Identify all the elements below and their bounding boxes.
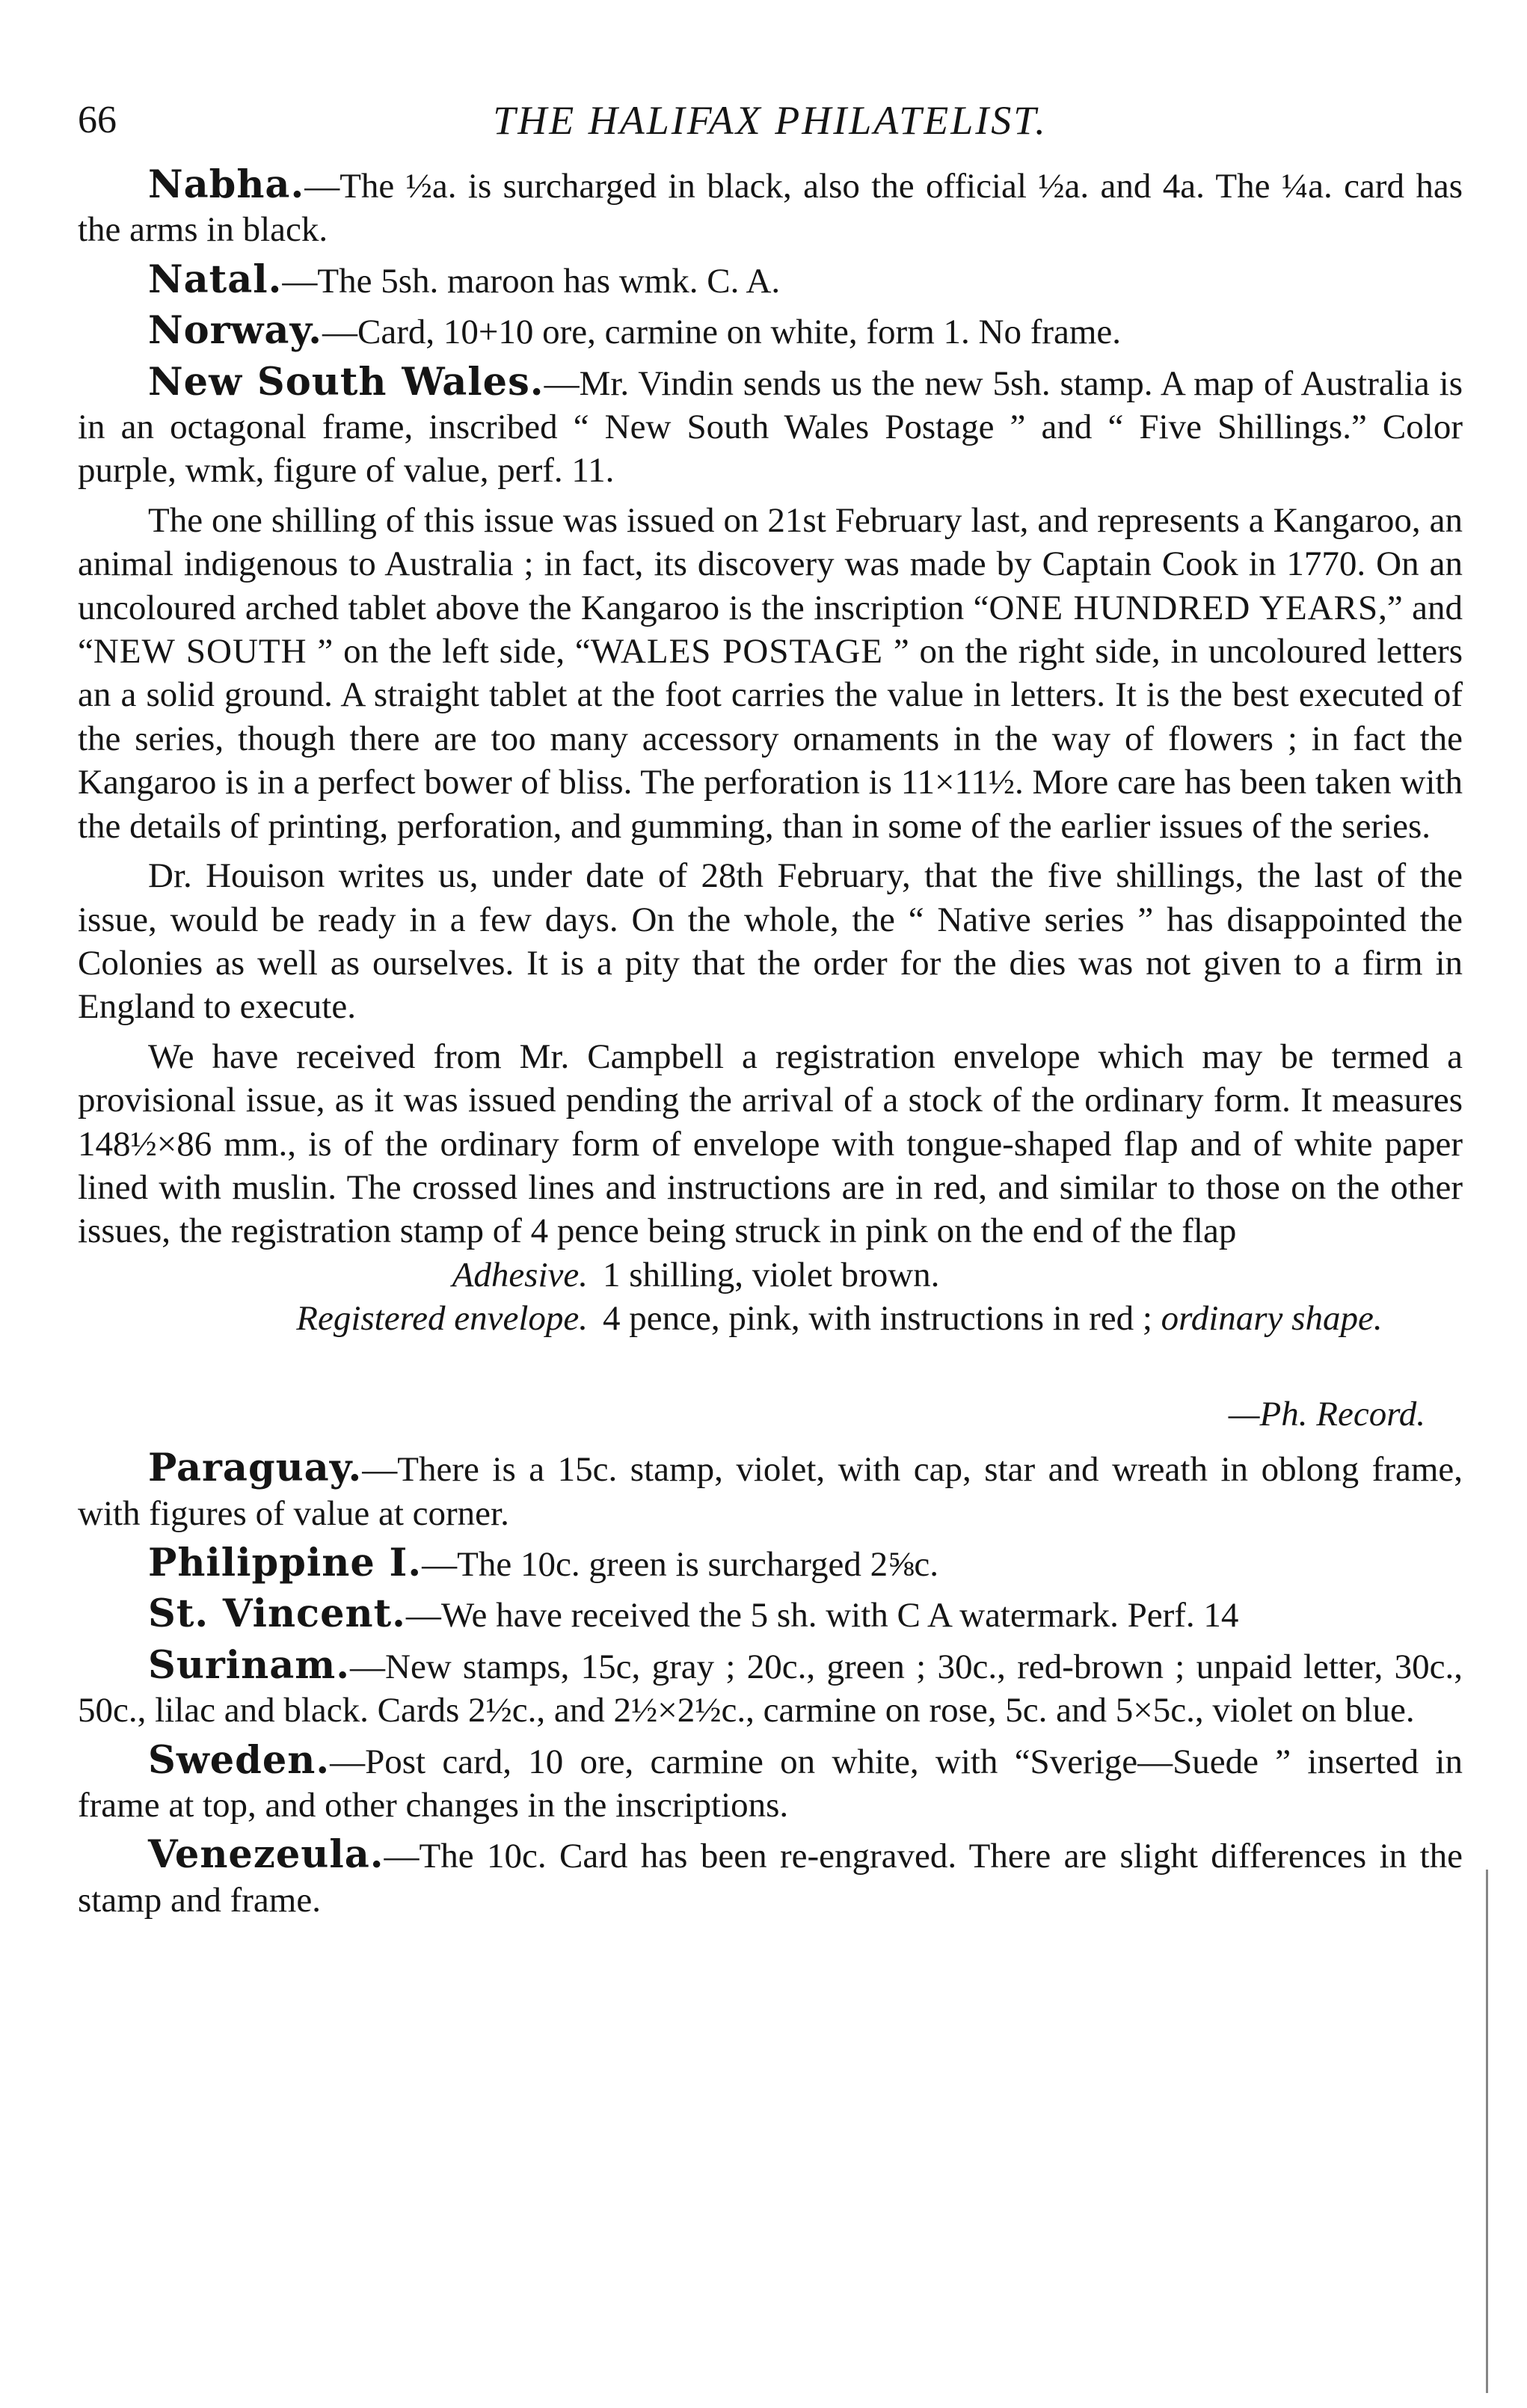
entry-surinam	[78, 1644, 1463, 1733]
nsw-paragraph-envelope: We have received from Mr. Campbell a registration envelope which may be termed a provisional issue, as it was issued pending the arrival of a stock of the ordinary form. It measures 148½×86 mm., is of the ordinary form of envelope with tongue-shaped flap and of white paper lined with muslin. The crossed lines and instructions are in red, and similar to those on the other issues, the registration stamp of 4 pence being struck in pink on the end of the flap	[78, 1036, 1463, 1251]
page-header	[78, 88, 1463, 163]
entry-paraguay	[78, 1446, 1463, 1535]
description-adhesive	[78, 1253, 1463, 1297]
description-envelope	[78, 1297, 1463, 1383]
entry-text: —We have received the 5 sh. with C A watermark. Perf. 14	[405, 1596, 1239, 1635]
entry-heading: Surinam.	[148, 1642, 350, 1688]
entry-st-vincent	[78, 1592, 1463, 1637]
entry-heading: Paraguay.	[148, 1446, 363, 1491]
entry-new-south-wales	[78, 360, 1463, 493]
entry-text: —The 10c. green is surcharged 2⅝c.	[422, 1544, 938, 1584]
entry-text: —There is a 15c. stamp, violet, with cap, star and wreath in oblong frame, with figures of value at corner.	[78, 1450, 1463, 1533]
source-credit: —Ph. Record.	[1228, 1394, 1425, 1434]
entry-text: —The 5sh. maroon has wmk. C. A.	[282, 261, 781, 301]
entry-text: —The ½a. is surcharged in black, also the official ½a. and 4a. The ¼a. card has the arms in black.	[78, 167, 1463, 250]
text-run: The one shilling of this issue was issued on 21st February last, and represents a Kangaroo, an animal indigenous to Australia ; in fact, its discovery was made by Captain Cook in 1770. On an uncoloured arched tablet above the Kangaroo is the inscription “	[78, 500, 1463, 627]
text-run: 4 pence, pink, with instructions in red ;	[603, 1298, 1152, 1338]
text-run: ,” and “	[78, 588, 1463, 672]
entry-venezuela	[78, 1833, 1463, 1922]
text-run: ” on the right side, in uncoloured letters an a solid ground. A straight tablet at the foot carries the value in letters. It is the best executed of the series, though there are too many accessory ornaments in the way of flowers ; in fact the Kangaroo is in a perfect bower of bliss. The perforation is 11×11½. More care has been taken with the details of printing, perforation, and gumming, than in some of the earlier issues of the series.	[78, 632, 1463, 846]
entry-heading: Philippine I.	[148, 1540, 423, 1585]
entry-heading: Nabha.	[148, 162, 305, 207]
entry-text: —New stamps, 15c, gray ; 20c., green ; 30c., red-brown ; unpaid letter, 30c., 50c., lilac and black. Cards 2½c., and 2½×2½c., carmine on rose, 5c. and 5×5c., violet on blue.	[78, 1647, 1463, 1730]
entry-text: —The 10c. Card has been re-engraved. There are slight differences in the stamp and frame.	[78, 1837, 1463, 1920]
entry-philippine	[78, 1541, 1463, 1586]
description-label: Adhesive.	[452, 1255, 588, 1294]
entry-norway	[78, 309, 1463, 354]
description-label: Registered envelope.	[296, 1298, 588, 1338]
page-edge-rule	[1486, 1870, 1488, 2393]
page-number: 66	[78, 99, 117, 141]
text-run: ” on the left side, “	[307, 632, 591, 672]
entry-heading: Natal.	[148, 257, 283, 302]
entry-natal	[78, 258, 1463, 303]
entry-heading: Sweden.	[148, 1737, 331, 1783]
entry-heading: New South Wales.	[148, 359, 544, 405]
entry-heading: Venezeula.	[148, 1832, 384, 1878]
nsw-paragraph-houison: Dr. Houison writes us, under date of 28th February, that the five shillings, the last of the issue, would be ready in a few days. On the whole, the “ Native series ” has disappointed the Colonies as well as ourselves. It is a pity that the order for the dies was not given to a firm in England to execute.	[78, 856, 1463, 1027]
inscription-text: NEW SOUTH	[93, 632, 307, 672]
inscription-text: ONE HUNDRED YEARS	[989, 588, 1379, 627]
entry-text: —Post card, 10 ore, carmine on white, with “Sverige—Suede ” inserted in frame at top, and other changes in the inscriptions.	[78, 1742, 1463, 1825]
description-value: 1 shilling, violet brown.	[603, 1255, 940, 1294]
entry-heading: Norway.	[148, 308, 322, 354]
entry-sweden	[78, 1739, 1463, 1828]
nsw-paragraph-kangaroo	[78, 499, 1463, 848]
page	[78, 88, 1463, 1922]
entry-nabha	[78, 163, 1463, 252]
entry-heading: St. Vincent.	[148, 1591, 406, 1637]
text-run-italic: ordinary shape.	[1161, 1298, 1383, 1338]
entry-text: —Card, 10+10 ore, carmine on white, form 1. No frame.	[322, 313, 1122, 352]
description-value	[603, 1297, 1463, 1340]
inscription-text: WALES POSTAGE	[590, 632, 884, 672]
running-title: THE HALIFAX PHILATELIST.	[493, 98, 1048, 143]
entry-text: —Mr. Vindin sends us the new 5sh. stamp. A map of Australia is in an octagonal frame, inscribed “ New South Wales Postage ” and “ Five Shillings.” Color purple, wmk, figure of value, perf. 11.	[78, 363, 1463, 491]
